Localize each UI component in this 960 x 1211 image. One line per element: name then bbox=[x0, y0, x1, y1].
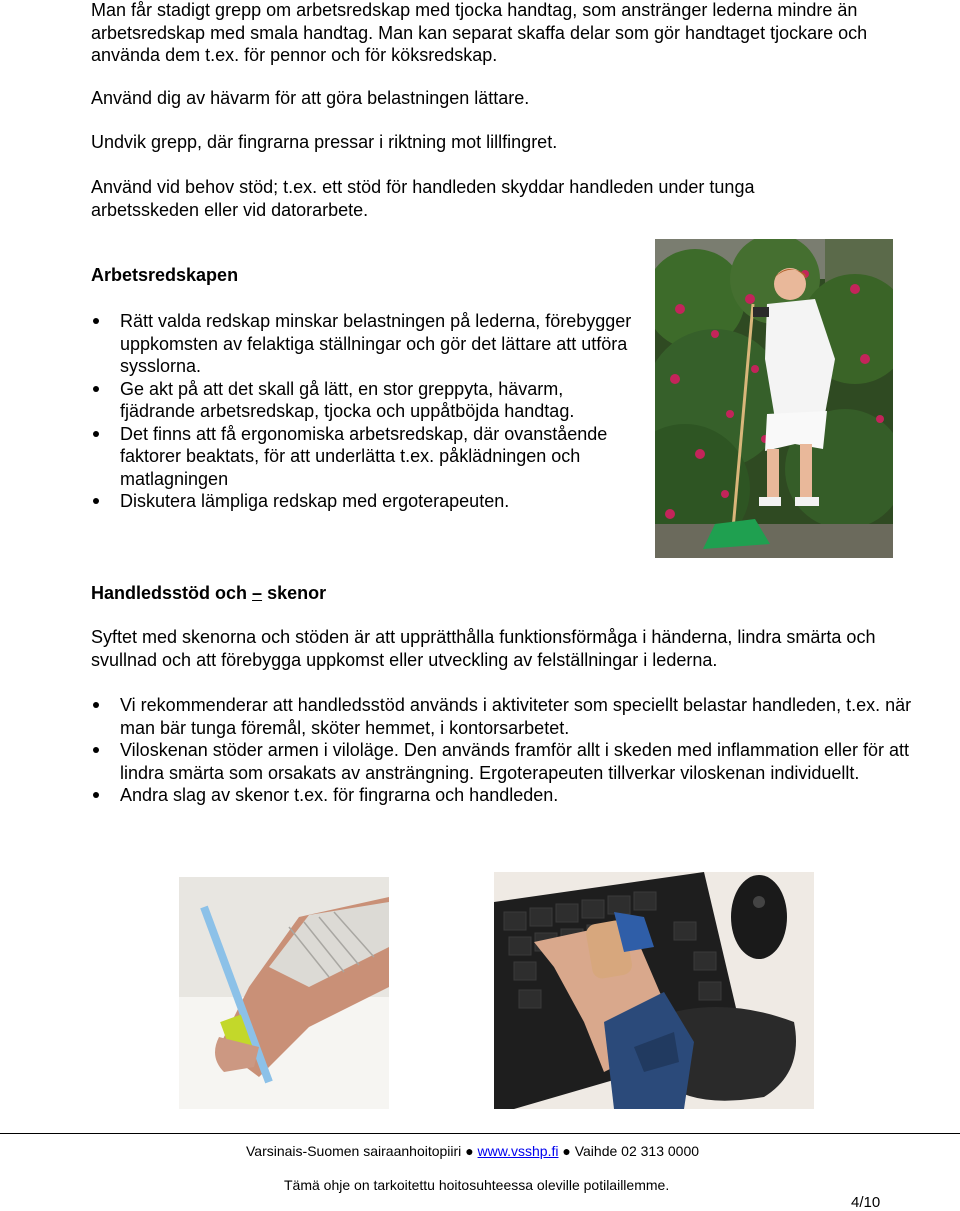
list-item: Viloskenan stöder armen i viloläge. Den används framför allt i skeden med inflammation eller för att lindra smärta som orsakats av ansträngning. Ergoterapeuten tillverkar viloskenan individuellt. bbox=[91, 739, 920, 784]
writing-wrist-support-photo bbox=[179, 877, 389, 1109]
bullet-separator: ● bbox=[465, 1143, 474, 1159]
raking-person-photo bbox=[655, 239, 893, 558]
section-heading-handledsstod bbox=[91, 582, 326, 605]
footer-website-link[interactable]: www.vsshp.fi bbox=[477, 1143, 559, 1159]
list-item: Vi rekommenderar att handledsstöd används i aktiviteter som speciellt belastar handleden, t.ex. när man bär tunga föremål, sköter hemmet, i kontorsarbetet. bbox=[91, 694, 920, 739]
intro-paragraph-avoid-grip: Undvik grepp, där fingrarna pressar i riktning mot lillfingret. bbox=[91, 132, 558, 152]
intro-paragraph-support: Använd vid behov stöd; t.ex. ett stöd för handleden skyddar handleden under tunga arbetsskeden eller vid datorarbete. bbox=[91, 177, 755, 220]
heading-part: skenor bbox=[267, 583, 327, 603]
list-item: Diskutera lämpliga redskap med ergoterapeuten. bbox=[91, 490, 636, 513]
intro-paragraph-lever: Använd dig av hävarm för att göra belastningen lättare. bbox=[91, 88, 530, 108]
footer-contact bbox=[246, 1143, 699, 1160]
bullet-separator: ● bbox=[562, 1143, 571, 1159]
splints-intro-paragraph: Syftet med skenorna och stöden är att upprätthålla funktionsförmåga i händerna, lindra smärta och svullnad och att förebygga uppkomst eller utveckling av felställningar i lederna. bbox=[91, 627, 876, 670]
page-number: 4/10 bbox=[851, 1194, 881, 1211]
keyboard-splint-photo bbox=[494, 872, 814, 1109]
list-item: Andra slag av skenor t.ex. för fingrarna och handleden. bbox=[91, 784, 920, 807]
list-item: Det finns att få ergonomiska arbetsredskap, där ovanstående faktorer beaktats, för att underlätta t.ex. påklädningen och matlagningen bbox=[91, 423, 636, 491]
footer-phone: Vaihde 02 313 0000 bbox=[574, 1143, 700, 1159]
splints-bullet-list bbox=[91, 694, 920, 807]
heading-part: Handledsstöd och bbox=[91, 583, 248, 603]
section-heading-arbetsredskapen: Arbetsredskapen bbox=[91, 265, 239, 285]
intro-paragraph-grip: Man får stadigt grepp om arbetsredskap med tjocka handtag, som anstränger lederna mindre än arbetsredskap med smala handtag. Man kan separat skaffa delar som gör handtaget tjockare och använda dem t.ex. för pennor och för köksredskap. bbox=[91, 0, 868, 65]
footer-divider bbox=[0, 1133, 960, 1134]
footer-note: Tämä ohje on tarkoitettu hoitosuhteessa oleville potilaillemme. bbox=[284, 1177, 670, 1193]
tools-bullet-list bbox=[91, 310, 636, 513]
list-item: Ge akt på att det skall gå lätt, en stor greppyta, hävarm, fjädrande arbetsredskap, tjocka och uppåtböjda handtag. bbox=[91, 378, 636, 423]
heading-dash: – bbox=[252, 583, 263, 603]
list-item: Rätt valda redskap minskar belastningen på lederna, förebygger uppkomsten av felaktiga ställningar och gör det lättare att utföra sysslorna. bbox=[91, 310, 636, 378]
footer-org: Varsinais-Suomen sairaanhoitopiiri bbox=[246, 1143, 462, 1159]
